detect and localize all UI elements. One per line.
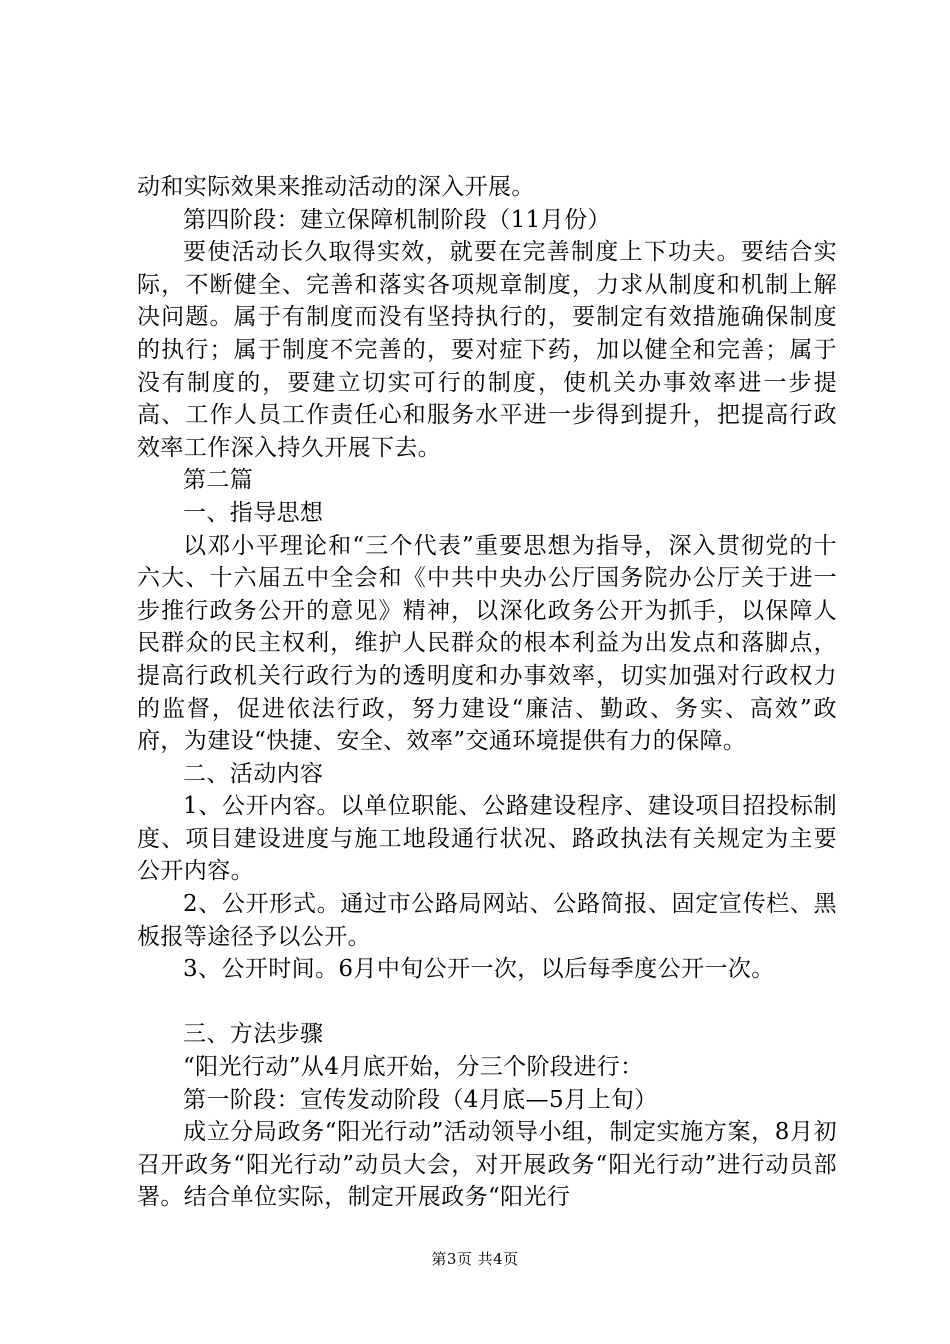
section-title-part-two: 第二篇 xyxy=(183,467,254,494)
item-public-form: 2、公开形式。通过市公路局网站、公路简报、固定宣传栏、黑板报等途径予以公开。 xyxy=(137,891,837,950)
paragraph-mechanism: 要使活动长久取得实效，就要在完善制度上下功夫。要结合实际，不断健全、完善和落实各项规章制度，力求从制度和机制上解决问题。属于有制度而没有坚持执行的，要制定有效措施确保制度的执行；属于制度不完善的，要对症下药，加以健全和完善；属于没有制度的，要建立切实可行的制度，使机关办事效率进一步提高、工作人员工作责任心和服务水平进一步得到提升，把提高行政效率工作深入持久开展下去。 xyxy=(137,239,837,461)
item-public-time: 3、公开时间。6月中旬公开一次，以后每季度公开一次。 xyxy=(183,956,775,983)
paragraph-stage-one: 成立分局政务“阳光行动”活动领导小组，制定实施方案，8月初召开政务“阳光行动”动员大会，对开展政务“阳光行动”进行动员部署。结合单位实际，制定开展政务“阳光行 xyxy=(137,1119,837,1211)
heading-activity-content: 二、活动内容 xyxy=(183,760,324,787)
paragraph-continuation: 动和实际效果来推动活动的深入开展。 xyxy=(137,174,535,200)
stage-four-heading: 第四阶段：建立保障机制阶段（11月份） xyxy=(183,206,611,233)
blank-line xyxy=(137,986,837,1019)
paragraph-guiding-ideology: 以邓小平理论和“三个代表”重要思想为指导，深入贯彻党的十六大、十六届五中全会和《中共中央办公厅国务院办公厅关于进一步推行政务公开的意见》精神，以深化政务公开为抓手，以保障人民群众的民主权利，维护人民群众的根本利益为出发点和落脚点，提高行政机关行政行为的透明度和办事效率，切实加强对行政权力的监督，促进依法行政，努力建设“廉洁、勤政、务实、高效”政府，为建设“快捷、安全、效率”交通环境提供有力的保障。 xyxy=(137,532,837,755)
heading-method-steps: 三、方法步骤 xyxy=(183,1021,324,1048)
document-body xyxy=(137,171,837,1214)
paragraph-sunshine-action-intro: “阳光行动”从4月底开始，分三个阶段进行： xyxy=(183,1054,644,1081)
stage-one-heading: 第一阶段：宣传发动阶段（4月底—5月上旬） xyxy=(183,1086,658,1113)
item-public-content: 1、公开内容。以单位职能、公路建设程序、建设项目招投标制度、项目建设进度与施工地段通行状况、路政执法有关规定为主要公开内容。 xyxy=(137,793,837,885)
heading-guiding-ideology: 一、指导思想 xyxy=(183,499,324,526)
page-footer: 第3页 共4页 xyxy=(431,1250,519,1268)
